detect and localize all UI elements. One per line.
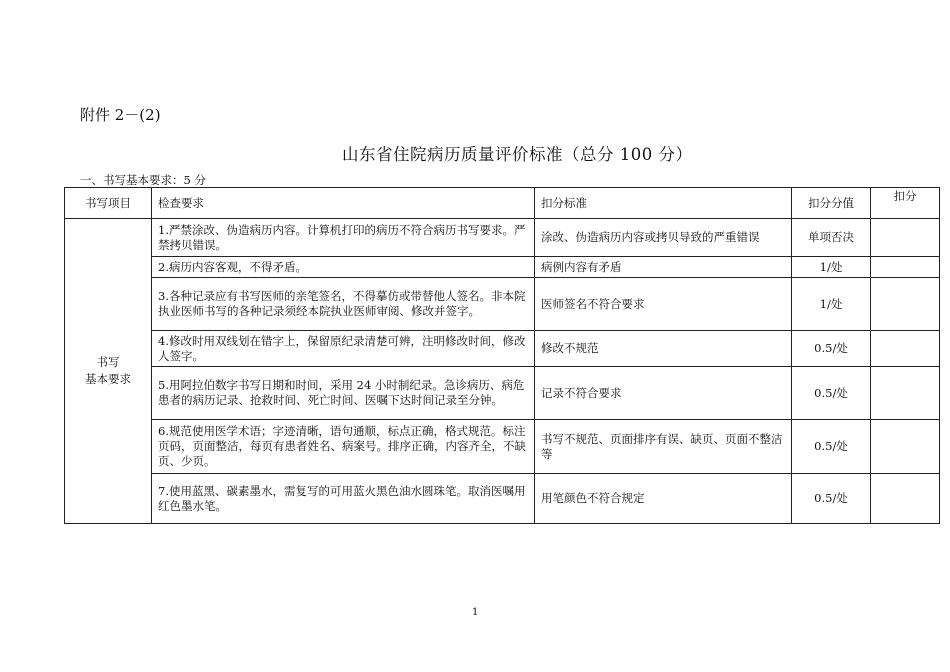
- standard-cell: 记录不符合要求: [535, 367, 792, 420]
- column-header-deduct: 扣分: [871, 188, 940, 219]
- column-header-value: 扣分分值: [792, 188, 871, 219]
- requirement-cell: 7.使用蓝黑、碳素墨水，需复写的可用蓝火黑色油水圆珠笔。取消医嘱用红色墨水笔。: [152, 474, 535, 524]
- value-cell: 1/处: [792, 278, 871, 331]
- standard-cell: 书写不规范、页面排序有误、缺页、页面不整洁等: [535, 420, 792, 474]
- standard-cell: 修改不规范: [535, 331, 792, 367]
- section-heading: 一、书写基本要求：5 分: [80, 173, 206, 187]
- value-cell: 0.5/处: [792, 474, 871, 524]
- category-line-2: 基本要求: [85, 372, 131, 386]
- deduct-cell: [871, 367, 940, 420]
- value-cell: 0.5/处: [792, 367, 871, 420]
- table-row: [65, 257, 940, 278]
- requirement-cell: 4.修改时用双线划在错字上，保留原纪录清楚可辨，注明修改时间，修改人签字。: [152, 331, 535, 367]
- deduct-cell: [871, 257, 940, 278]
- deduct-cell: [871, 219, 940, 257]
- requirement-cell: 6.规范使用医学术语；字迹清晰，语句通顺，标点正确，格式规范。标注页码，页面整洁，每页有患者姓名、病案号。排序正确，内容齐全，不缺页、少页。: [152, 420, 535, 474]
- deduct-cell: [871, 420, 940, 474]
- value-cell: 0.5/处: [792, 420, 871, 474]
- attachment-label: 附件 2－(2): [80, 106, 161, 124]
- table-row: [65, 367, 940, 420]
- table-row: [65, 474, 940, 524]
- table-header-row: [65, 188, 940, 219]
- document-title: 山东省住院病历质量评价标准（总分 100 分）: [342, 145, 693, 164]
- standard-cell: 用笔颜色不符合规定: [535, 474, 792, 524]
- column-header-standard: 扣分标准: [535, 188, 792, 219]
- value-cell: 单项否决: [792, 219, 871, 257]
- deduct-cell: [871, 278, 940, 331]
- table-row: [65, 278, 940, 331]
- requirement-cell: 5.用阿拉伯数字书写日期和时间，采用 24 小时制纪录。急诊病历、病危患者的病历记录、抢救时间、死亡时间、医嘱下达时间记录至分钟。: [152, 367, 535, 420]
- value-cell: 1/处: [792, 257, 871, 278]
- table-row: [65, 331, 940, 367]
- column-header-requirement: 检查要求: [152, 188, 535, 219]
- standard-cell: 涂改、伪造病历内容或拷贝导致的严重错误: [535, 219, 792, 257]
- category-line-1: 书写: [96, 355, 120, 369]
- standard-cell: 病例内容有矛盾: [535, 257, 792, 278]
- table-row: [65, 219, 940, 257]
- standard-cell: 医师签名不符合要求: [535, 278, 792, 331]
- page-number: 1: [472, 607, 479, 618]
- deduct-cell: [871, 474, 940, 524]
- value-cell: 0.5/处: [792, 331, 871, 367]
- evaluation-table: [64, 187, 940, 524]
- deduct-cell: [871, 331, 940, 367]
- column-header-item: 书写项目: [65, 188, 152, 219]
- requirement-cell: 3.各种记录应有书写医师的亲笔签名，不得摹仿或带替他人签名。非本院执业医师书写的各种记录须经本院执业医师审阅、修改并签字。: [152, 278, 535, 331]
- requirement-cell: 2.病历内容客观，不得矛盾。: [152, 257, 535, 278]
- category-cell: [65, 219, 152, 524]
- requirement-cell: 1.严禁涂改、伪造病历内容。计算机打印的病历不符合病历书写要求。严禁拷贝错误。: [152, 219, 535, 257]
- table-row: [65, 420, 940, 474]
